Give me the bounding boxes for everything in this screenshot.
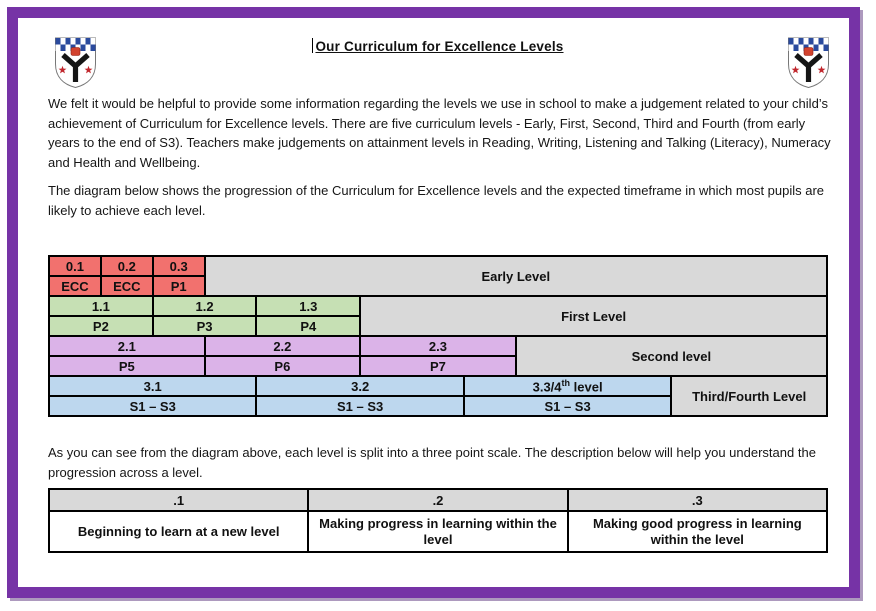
first-points-row (49, 296, 827, 316)
level-point-cell: 2.1 (49, 336, 205, 356)
scale-description-cell: Making good progress in learning within the level (568, 511, 827, 552)
diagram-intro-paragraph: The diagram below shows the progression of the Curriculum for Excellence levels and the expected timeframe in which most pupils are likely to achieve each level. (48, 183, 825, 218)
scale-description-row (49, 511, 827, 552)
scale-header-row (49, 489, 827, 511)
stage-cell: P2 (49, 316, 153, 336)
stage-cell: P1 (153, 276, 205, 296)
intro-paragraph: We felt it would be helpful to provide some information regarding the levels we use in school to make a judgement related to your child’s achievement of Curriculum for Excellence levels. There are five curriculum levels - Early, First, Second, Third and Fourth (from early years to the end of S3). Teachers make judgements on attainment levels in Reading, Writing, Listening and Talking (Literacy), Numeracy and Health and Wellbeing. (48, 96, 831, 170)
scale-intro-paragraph: As you can see from the diagram above, each level is split into a three point scale. The description below will help you understand the progression across a level. (48, 445, 816, 480)
level-point-cell: 0.2 (101, 256, 153, 276)
level-point-cell: 1.1 (49, 296, 153, 316)
scale-description-cell: Beginning to learn at a new level (49, 511, 308, 552)
scale-description-cell: Making progress in learning within the level (308, 511, 567, 552)
stage-cell: S1 – S3 (49, 396, 256, 416)
level-point-cell: 3.2 (256, 376, 463, 396)
scale-header-cell: .2 (308, 489, 567, 511)
third-points-row (49, 376, 827, 396)
level-point-cell: 2.2 (205, 336, 361, 356)
scale-table (48, 488, 828, 553)
early-points-row (49, 256, 827, 276)
stage-cell: ECC (101, 276, 153, 296)
stage-cell: S1 – S3 (464, 396, 671, 416)
page-title: Our Curriculum for Excellence Levels (315, 39, 564, 54)
stage-cell: ECC (49, 276, 101, 296)
level-point-cell: 1.3 (256, 296, 360, 316)
early-level-label: Early Level (205, 256, 827, 296)
text-cursor (312, 38, 313, 53)
stage-cell: P5 (49, 356, 205, 376)
level-point-cell: 0.1 (49, 256, 101, 276)
stage-cell: P3 (153, 316, 257, 336)
stage-cell: P6 (205, 356, 361, 376)
second-level-label: Second level (516, 336, 827, 376)
level-point-cell: 0.3 (153, 256, 205, 276)
second-points-row (49, 336, 827, 356)
scale-header-cell: .3 (568, 489, 827, 511)
title-row (18, 38, 858, 56)
stage-cell: S1 – S3 (256, 396, 463, 416)
level-point-cell: 2.3 (360, 336, 516, 356)
stage-cell: P7 (360, 356, 516, 376)
stage-cell: P4 (256, 316, 360, 336)
scale-header-cell: .1 (49, 489, 308, 511)
third-fourth-level-label: Third/Fourth Level (671, 376, 827, 416)
level-point-cell: 3.1 (49, 376, 256, 396)
page-content (18, 18, 858, 587)
superscript-th: th (561, 377, 571, 388)
level-point-cell: 1.2 (153, 296, 257, 316)
levels-table (48, 255, 828, 417)
level-point-cell: 3.3/4th level (464, 376, 671, 396)
first-level-label: First Level (360, 296, 827, 336)
